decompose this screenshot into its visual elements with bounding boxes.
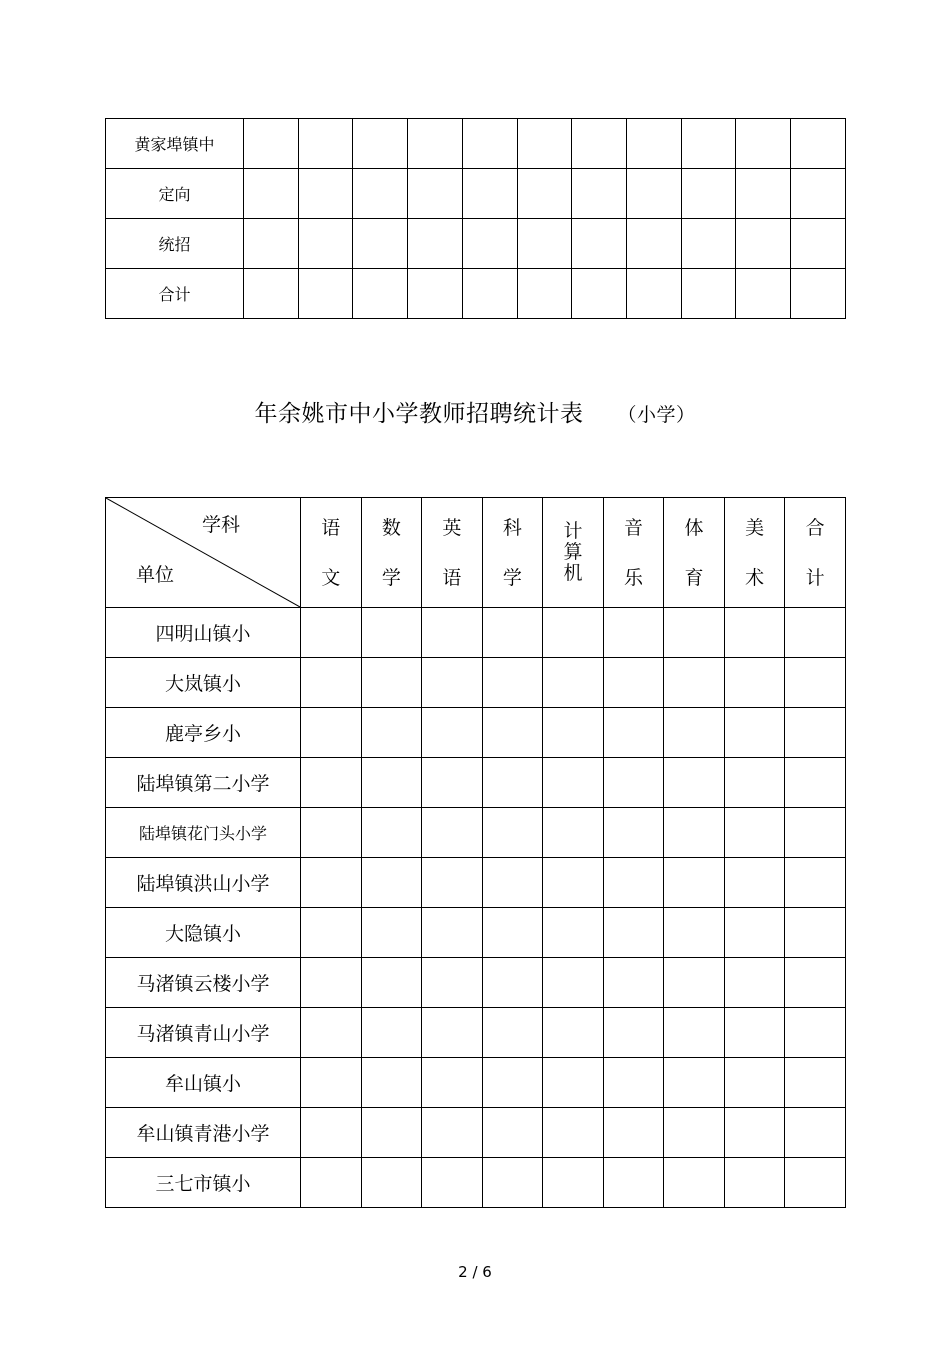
unit-row <box>106 958 846 1008</box>
subject-header-label <box>483 503 543 603</box>
count-cell <box>482 1158 543 1208</box>
count-cell <box>724 1058 785 1108</box>
count-cell <box>422 1108 483 1158</box>
subject-header-label <box>604 503 664 603</box>
count-cell <box>543 758 604 808</box>
subject-char: 乐 <box>624 566 644 589</box>
unit-name-cell: 四明山镇小 <box>106 608 301 658</box>
count-cell <box>482 1008 543 1058</box>
subject-char: 算 <box>563 541 583 563</box>
unit-row <box>106 858 846 908</box>
count-cell <box>724 758 785 808</box>
blank-cell <box>353 219 408 269</box>
subject-header-cell <box>482 498 543 608</box>
blank-cell <box>736 169 791 219</box>
count-cell <box>301 858 362 908</box>
subject-char: 育 <box>684 566 704 589</box>
count-cell <box>301 908 362 958</box>
count-cell <box>361 908 422 958</box>
blank-cell <box>736 219 791 269</box>
continuation-row <box>106 269 846 319</box>
count-cell <box>482 758 543 808</box>
header-subject-label: 学科 <box>202 514 241 536</box>
unit-name-cell: 马渚镇云楼小学 <box>106 958 301 1008</box>
count-cell <box>724 1108 785 1158</box>
subject-header-cell <box>422 498 483 608</box>
blank-cell <box>627 219 682 269</box>
count-cell <box>301 658 362 708</box>
blank-cell <box>298 119 353 169</box>
blank-cell <box>298 169 353 219</box>
blank-cell <box>517 219 572 269</box>
count-cell <box>603 758 664 808</box>
count-cell <box>785 708 846 758</box>
unit-row <box>106 758 846 808</box>
count-cell <box>785 1008 846 1058</box>
count-cell <box>422 1008 483 1058</box>
count-cell <box>422 1058 483 1108</box>
subject-char: 术 <box>745 566 765 589</box>
continuation-row-label: 黄家埠镇中 <box>106 119 244 169</box>
count-cell <box>603 1058 664 1108</box>
blank-cell <box>353 269 408 319</box>
subject-header-label <box>785 503 845 603</box>
blank-cell <box>736 119 791 169</box>
subject-char: 计 <box>805 566 825 589</box>
page-number: 2 / 6 <box>458 1263 492 1281</box>
subject-char: 数 <box>381 516 401 539</box>
count-cell <box>361 858 422 908</box>
unit-row <box>106 808 846 858</box>
blank-cell <box>244 119 299 169</box>
count-cell <box>543 808 604 858</box>
blank-cell <box>791 169 846 219</box>
count-cell <box>301 1108 362 1158</box>
count-cell <box>664 858 725 908</box>
unit-row <box>106 708 846 758</box>
count-cell <box>543 658 604 708</box>
unit-name-cell: 三七市镇小 <box>106 1158 301 1208</box>
count-cell <box>301 708 362 758</box>
subject-header-label <box>543 521 603 584</box>
blank-cell <box>681 119 736 169</box>
count-cell <box>301 808 362 858</box>
count-cell <box>301 1158 362 1208</box>
blank-cell <box>462 169 517 219</box>
count-cell <box>543 858 604 908</box>
subject-char: 语 <box>321 516 341 539</box>
continuation-row <box>106 219 846 269</box>
count-cell <box>664 908 725 958</box>
count-cell <box>724 708 785 758</box>
count-cell <box>361 958 422 1008</box>
count-cell <box>361 1158 422 1208</box>
count-cell <box>603 808 664 858</box>
count-cell <box>361 608 422 658</box>
unit-name-cell: 陆埠镇第二小学 <box>106 758 301 808</box>
count-cell <box>301 758 362 808</box>
blank-cell <box>408 269 463 319</box>
subject-char: 体 <box>684 516 704 539</box>
blank-cell <box>353 119 408 169</box>
blank-cell <box>791 269 846 319</box>
count-cell <box>724 1158 785 1208</box>
count-cell <box>301 608 362 658</box>
blank-cell <box>681 169 736 219</box>
header-row <box>106 498 846 608</box>
count-cell <box>301 1058 362 1108</box>
count-cell <box>482 858 543 908</box>
count-cell <box>603 658 664 708</box>
header-corner-cell <box>106 498 301 608</box>
subject-header-cell <box>724 498 785 608</box>
subject-header-cell <box>543 498 604 608</box>
unit-row <box>106 1058 846 1108</box>
unit-row <box>106 908 846 958</box>
count-cell <box>785 1158 846 1208</box>
count-cell <box>543 1108 604 1158</box>
count-cell <box>785 858 846 908</box>
count-cell <box>543 1008 604 1058</box>
count-cell <box>664 708 725 758</box>
continuation-row <box>106 169 846 219</box>
recruitment-table-body <box>106 498 846 1208</box>
count-cell <box>664 658 725 708</box>
blank-cell <box>572 219 627 269</box>
blank-cell <box>627 119 682 169</box>
unit-name-cell: 牟山镇小 <box>106 1058 301 1108</box>
blank-cell <box>517 269 572 319</box>
count-cell <box>664 758 725 808</box>
unit-row <box>106 1108 846 1158</box>
unit-name-cell: 牟山镇青港小学 <box>106 1108 301 1158</box>
unit-name-cell: 陆埠镇洪山小学 <box>106 858 301 908</box>
subject-header-label <box>664 503 724 603</box>
continuation-row-label: 统招 <box>106 219 244 269</box>
count-cell <box>543 908 604 958</box>
count-cell <box>724 858 785 908</box>
count-cell <box>785 758 846 808</box>
blank-cell <box>462 119 517 169</box>
count-cell <box>482 808 543 858</box>
count-cell <box>301 958 362 1008</box>
unit-name-cell: 大岚镇小 <box>106 658 301 708</box>
blank-cell <box>572 269 627 319</box>
count-cell <box>301 1008 362 1058</box>
count-cell <box>724 958 785 1008</box>
count-cell <box>543 708 604 758</box>
count-cell <box>361 1058 422 1108</box>
count-cell <box>785 658 846 708</box>
subject-header-cell <box>301 498 362 608</box>
subject-header-label <box>362 503 422 603</box>
blank-cell <box>681 219 736 269</box>
continuation-row-label: 合计 <box>106 269 244 319</box>
count-cell <box>361 658 422 708</box>
subject-char: 音 <box>624 516 644 539</box>
blank-cell <box>462 219 517 269</box>
blank-cell <box>462 269 517 319</box>
blank-cell <box>408 219 463 269</box>
continuation-row <box>106 119 846 169</box>
blank-cell <box>627 169 682 219</box>
subject-char: 学 <box>381 566 401 589</box>
count-cell <box>724 608 785 658</box>
title-sub: （小学） <box>617 404 696 426</box>
unit-row <box>106 608 846 658</box>
header-unit-label: 单位 <box>136 564 175 586</box>
count-cell <box>422 808 483 858</box>
unit-name-cell: 陆埠镇花门头小学 <box>106 808 301 858</box>
count-cell <box>543 608 604 658</box>
subject-char: 计 <box>563 520 583 542</box>
count-cell <box>724 908 785 958</box>
subject-char: 美 <box>745 516 765 539</box>
count-cell <box>361 1108 422 1158</box>
count-cell <box>603 908 664 958</box>
count-cell <box>664 958 725 1008</box>
unit-row <box>106 1158 846 1208</box>
count-cell <box>603 608 664 658</box>
count-cell <box>664 1108 725 1158</box>
blank-cell <box>244 169 299 219</box>
count-cell <box>603 708 664 758</box>
subject-header-label <box>301 503 361 603</box>
continuation-row-label: 定向 <box>106 169 244 219</box>
count-cell <box>361 708 422 758</box>
count-cell <box>361 1008 422 1058</box>
count-cell <box>785 1058 846 1108</box>
count-cell <box>785 1108 846 1158</box>
subject-header-cell <box>603 498 664 608</box>
count-cell <box>422 658 483 708</box>
blank-cell <box>244 269 299 319</box>
count-cell <box>482 1108 543 1158</box>
blank-cell <box>244 219 299 269</box>
subject-header-label <box>422 503 482 603</box>
count-cell <box>482 658 543 708</box>
count-cell <box>785 608 846 658</box>
recruitment-table <box>105 497 846 1208</box>
count-cell <box>361 758 422 808</box>
blank-cell <box>791 219 846 269</box>
subject-header-cell <box>361 498 422 608</box>
count-cell <box>543 1058 604 1108</box>
blank-cell <box>627 269 682 319</box>
blank-cell <box>517 119 572 169</box>
count-cell <box>785 908 846 958</box>
count-cell <box>603 1108 664 1158</box>
title-main: 年余姚市中小学教师招聘统计表 <box>254 401 584 427</box>
blank-cell <box>353 169 408 219</box>
count-cell <box>482 908 543 958</box>
count-cell <box>603 1008 664 1058</box>
count-cell <box>543 1158 604 1208</box>
subject-header-cell <box>664 498 725 608</box>
subject-header-label <box>725 503 785 603</box>
count-cell <box>422 708 483 758</box>
continuation-table-body <box>106 119 846 319</box>
count-cell <box>785 958 846 1008</box>
subject-char: 机 <box>563 562 583 584</box>
blank-cell <box>572 119 627 169</box>
blank-cell <box>517 169 572 219</box>
count-cell <box>422 608 483 658</box>
unit-name-cell: 鹿亭乡小 <box>106 708 301 758</box>
count-cell <box>422 958 483 1008</box>
count-cell <box>785 808 846 858</box>
count-cell <box>482 608 543 658</box>
page-title <box>0 395 950 428</box>
subject-char: 学 <box>502 566 522 589</box>
blank-cell <box>298 269 353 319</box>
subject-char: 英 <box>442 516 462 539</box>
count-cell <box>603 1158 664 1208</box>
count-cell <box>422 858 483 908</box>
blank-cell <box>736 269 791 319</box>
count-cell <box>724 1008 785 1058</box>
unit-name-cell: 大隐镇小 <box>106 908 301 958</box>
count-cell <box>422 1158 483 1208</box>
count-cell <box>724 658 785 708</box>
unit-name-cell: 马渚镇青山小学 <box>106 1008 301 1058</box>
blank-cell <box>408 119 463 169</box>
blank-cell <box>572 169 627 219</box>
count-cell <box>664 1008 725 1058</box>
continuation-table <box>105 118 846 319</box>
blank-cell <box>408 169 463 219</box>
count-cell <box>543 958 604 1008</box>
count-cell <box>482 1058 543 1108</box>
count-cell <box>664 1058 725 1108</box>
blank-cell <box>681 269 736 319</box>
count-cell <box>361 808 422 858</box>
unit-row <box>106 658 846 708</box>
subject-char: 合 <box>805 516 825 539</box>
subject-char: 文 <box>321 566 341 589</box>
blank-cell <box>298 219 353 269</box>
subject-char: 科 <box>502 516 522 539</box>
count-cell <box>664 808 725 858</box>
count-cell <box>482 958 543 1008</box>
count-cell <box>724 808 785 858</box>
blank-cell <box>791 119 846 169</box>
unit-row <box>106 1008 846 1058</box>
count-cell <box>482 708 543 758</box>
count-cell <box>422 758 483 808</box>
subject-char: 语 <box>442 566 462 589</box>
count-cell <box>603 858 664 908</box>
count-cell <box>603 958 664 1008</box>
count-cell <box>664 1158 725 1208</box>
count-cell <box>664 608 725 658</box>
subject-header-cell <box>785 498 846 608</box>
count-cell <box>422 908 483 958</box>
